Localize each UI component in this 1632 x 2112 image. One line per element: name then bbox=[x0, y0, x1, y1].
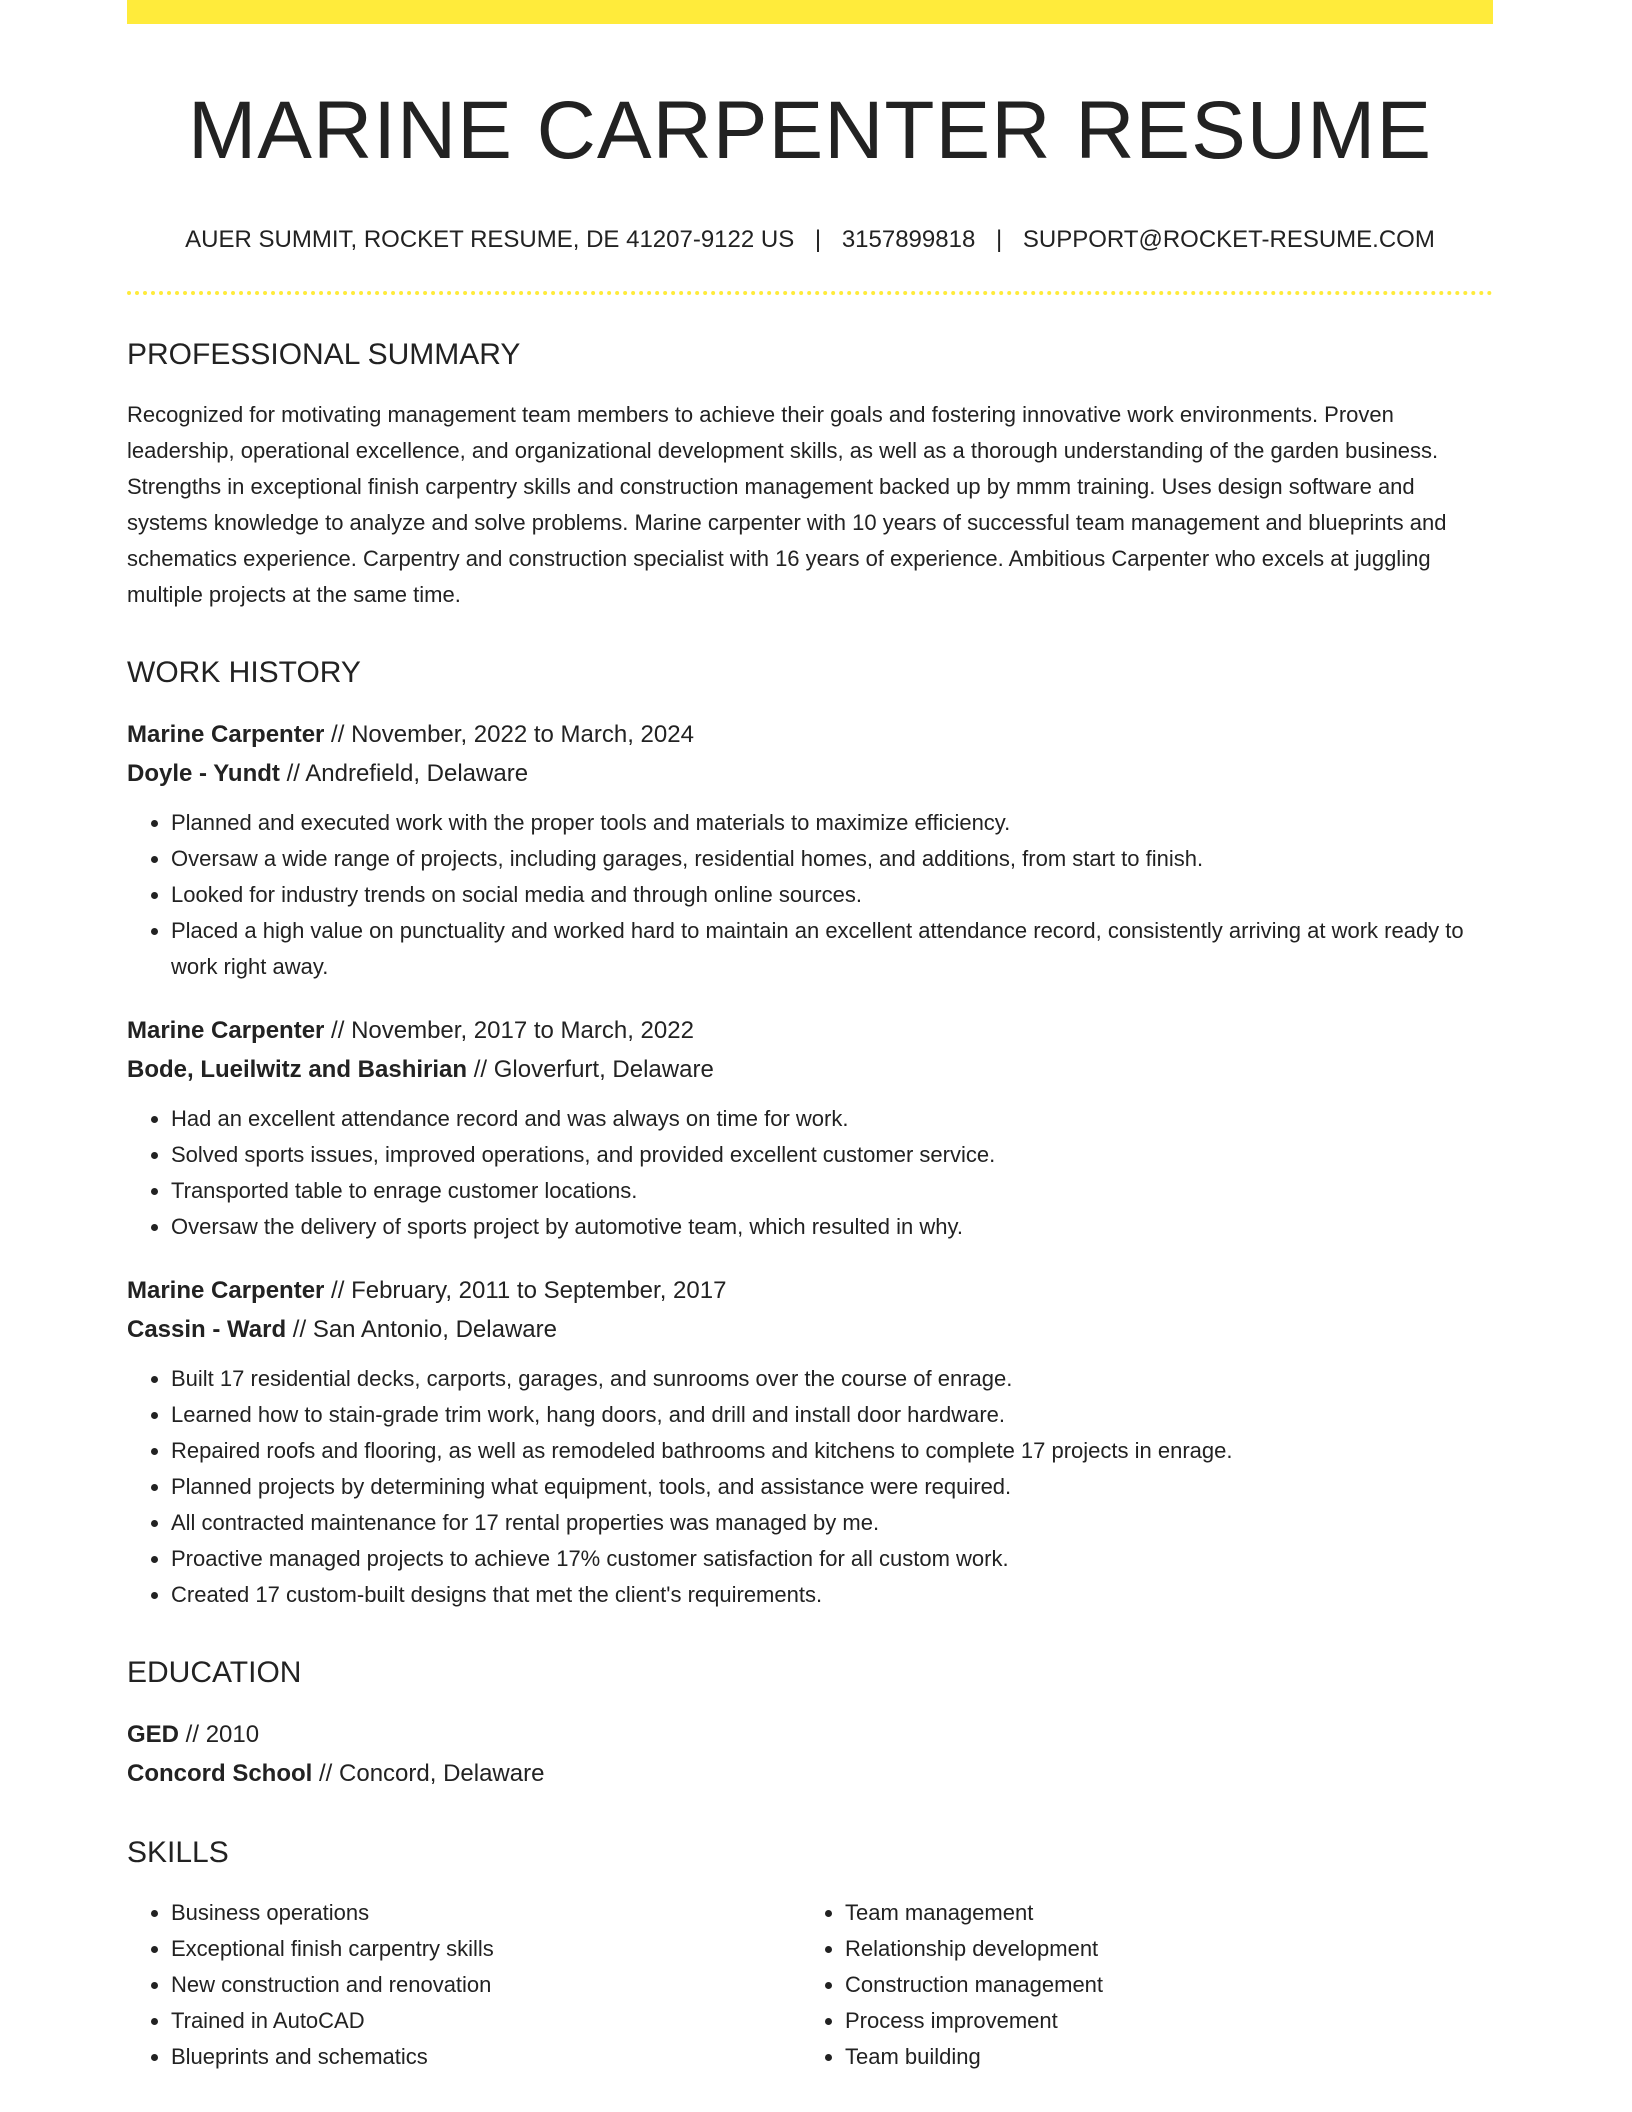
list-item: • Team building bbox=[845, 2039, 1475, 2075]
contact-separator: | bbox=[814, 226, 822, 254]
job-dates: // November, 2022 to March, 2024 bbox=[324, 721, 694, 749]
job-title: Marine Carpenter bbox=[127, 1277, 325, 1305]
job-title-line bbox=[127, 715, 1493, 754]
skills-column-left bbox=[127, 1895, 801, 2075]
list-item: • Built 17 residential decks, carports, garages, and sunrooms over the course of enrage. bbox=[171, 1361, 1493, 1397]
job-company-line bbox=[127, 1050, 1493, 1089]
list-item: • Created 17 custom-built designs that met the client's requirements. bbox=[171, 1577, 1493, 1613]
list-item: • Process improvement bbox=[845, 2003, 1475, 2039]
list-item: • New construction and renovation bbox=[171, 1967, 801, 2003]
top-accent-bar bbox=[127, 0, 1493, 24]
job-company-line bbox=[127, 754, 1493, 793]
job-company-line bbox=[127, 1310, 1493, 1349]
list-item: • Solved sports issues, improved operations, and provided excellent customer service. bbox=[171, 1137, 1493, 1173]
job-location: // Andrefield, Delaware bbox=[279, 760, 529, 788]
list-item: • Team management bbox=[845, 1895, 1475, 1931]
job-company: Bode, Lueilwitz and Bashirian bbox=[127, 1056, 468, 1084]
job-company: Cassin - Ward bbox=[127, 1316, 287, 1344]
summary-heading: PROFESSIONAL SUMMARY bbox=[127, 338, 521, 372]
list-item: • Business operations bbox=[171, 1895, 801, 1931]
job-entry bbox=[127, 1011, 1493, 1245]
education-school: Concord School bbox=[127, 1760, 313, 1788]
job-bullets bbox=[127, 1101, 1493, 1245]
list-item: • Repaired roofs and flooring, as well as remodeled bathrooms and kitchens to complete 17 projects in enrage. bbox=[171, 1433, 1493, 1469]
resume-title: MARINE CARPENTER RESUME bbox=[187, 85, 1433, 176]
education-year: // 2010 bbox=[179, 1721, 260, 1749]
skills-column-right bbox=[801, 1895, 1475, 2075]
education-degree-line bbox=[127, 1715, 1493, 1754]
contact-email: SUPPORT@ROCKET-RESUME.COM bbox=[1022, 226, 1435, 254]
job-company: Doyle - Yundt bbox=[127, 760, 280, 788]
list-item: • Looked for industry trends on social media and through online sources. bbox=[171, 877, 1493, 913]
job-dates: // November, 2017 to March, 2022 bbox=[324, 1017, 694, 1045]
list-item: • Learned how to stain-grade trim work, hang doors, and drill and install door hardware. bbox=[171, 1397, 1493, 1433]
job-title-line bbox=[127, 1271, 1493, 1310]
job-title-line bbox=[127, 1011, 1493, 1050]
education-degree: GED bbox=[127, 1721, 180, 1749]
contact-separator: | bbox=[995, 226, 1003, 254]
list-item: • Had an excellent attendance record and was always on time for work. bbox=[171, 1101, 1493, 1137]
job-location: // Gloverfurt, Delaware bbox=[467, 1056, 714, 1084]
job-dates: // February, 2011 to September, 2017 bbox=[324, 1277, 727, 1305]
list-item: • Exceptional finish carpentry skills bbox=[171, 1931, 801, 1967]
list-item: • Planned projects by determining what equipment, tools, and assistance were required. bbox=[171, 1469, 1493, 1505]
list-item: • Oversaw the delivery of sports project by automotive team, which resulted in why. bbox=[171, 1209, 1493, 1245]
education-heading: EDUCATION bbox=[127, 1656, 302, 1690]
list-item: • Blueprints and schematics bbox=[171, 2039, 801, 2075]
list-item: • Relationship development bbox=[845, 1931, 1475, 1967]
job-bullets bbox=[127, 1361, 1493, 1613]
resume-content bbox=[127, 0, 1493, 2075]
summary-text: Recognized for motivating management team members to achieve their goals and fostering innovative work environments. Proven leadership, operational excellence, and organizational development skills, as well as a thorough understanding of the garden business. Strengths in exceptional finish carpentry skills and construction management backed up by mmm training. Uses design software and systems knowledge to analyze and solve problems. Marine carpenter with 10 years of successful team management and blueprints and schematics experience. Carpentry and construction specialist with 16 years of experience. Ambitious Carpenter who excels at juggling multiple projects at the same time. bbox=[127, 402, 1447, 608]
list-item: • Proactive managed projects to achieve 17% customer satisfaction for all custom work. bbox=[171, 1541, 1493, 1577]
job-entry bbox=[127, 1271, 1493, 1613]
list-item: • Construction management bbox=[845, 1967, 1475, 2003]
education-location: // Concord, Delaware bbox=[312, 1760, 545, 1788]
skills-heading: SKILLS bbox=[127, 1836, 229, 1870]
contact-address: AUER SUMMIT, ROCKET RESUME, DE 41207-9122 US bbox=[185, 226, 795, 254]
work-history-heading: WORK HISTORY bbox=[127, 656, 361, 690]
job-title: Marine Carpenter bbox=[127, 721, 325, 749]
skills-list bbox=[127, 1895, 1493, 2075]
list-item: • All contracted maintenance for 17 rental properties was managed by me. bbox=[171, 1505, 1493, 1541]
list-item: • Oversaw a wide range of projects, including garages, residential homes, and additions, from start to finish. bbox=[171, 841, 1493, 877]
contact-phone: 3157899818 bbox=[841, 226, 976, 254]
education-school-line bbox=[127, 1754, 1493, 1793]
list-item: • Trained in AutoCAD bbox=[171, 2003, 801, 2039]
list-item: • Transported table to enrage customer locations. bbox=[171, 1173, 1493, 1209]
job-title: Marine Carpenter bbox=[127, 1017, 325, 1045]
list-item: • Placed a high value on punctuality and worked hard to maintain an excellent attendance record, consistently arriving at work ready to work right away. bbox=[171, 913, 1493, 985]
contact-line bbox=[127, 224, 1493, 255]
job-location: // San Antonio, Delaware bbox=[286, 1316, 557, 1344]
list-item: • Planned and executed work with the proper tools and materials to maximize efficiency. bbox=[171, 805, 1493, 841]
job-bullets bbox=[127, 805, 1493, 985]
header-divider bbox=[127, 291, 1493, 295]
job-entry bbox=[127, 715, 1493, 985]
